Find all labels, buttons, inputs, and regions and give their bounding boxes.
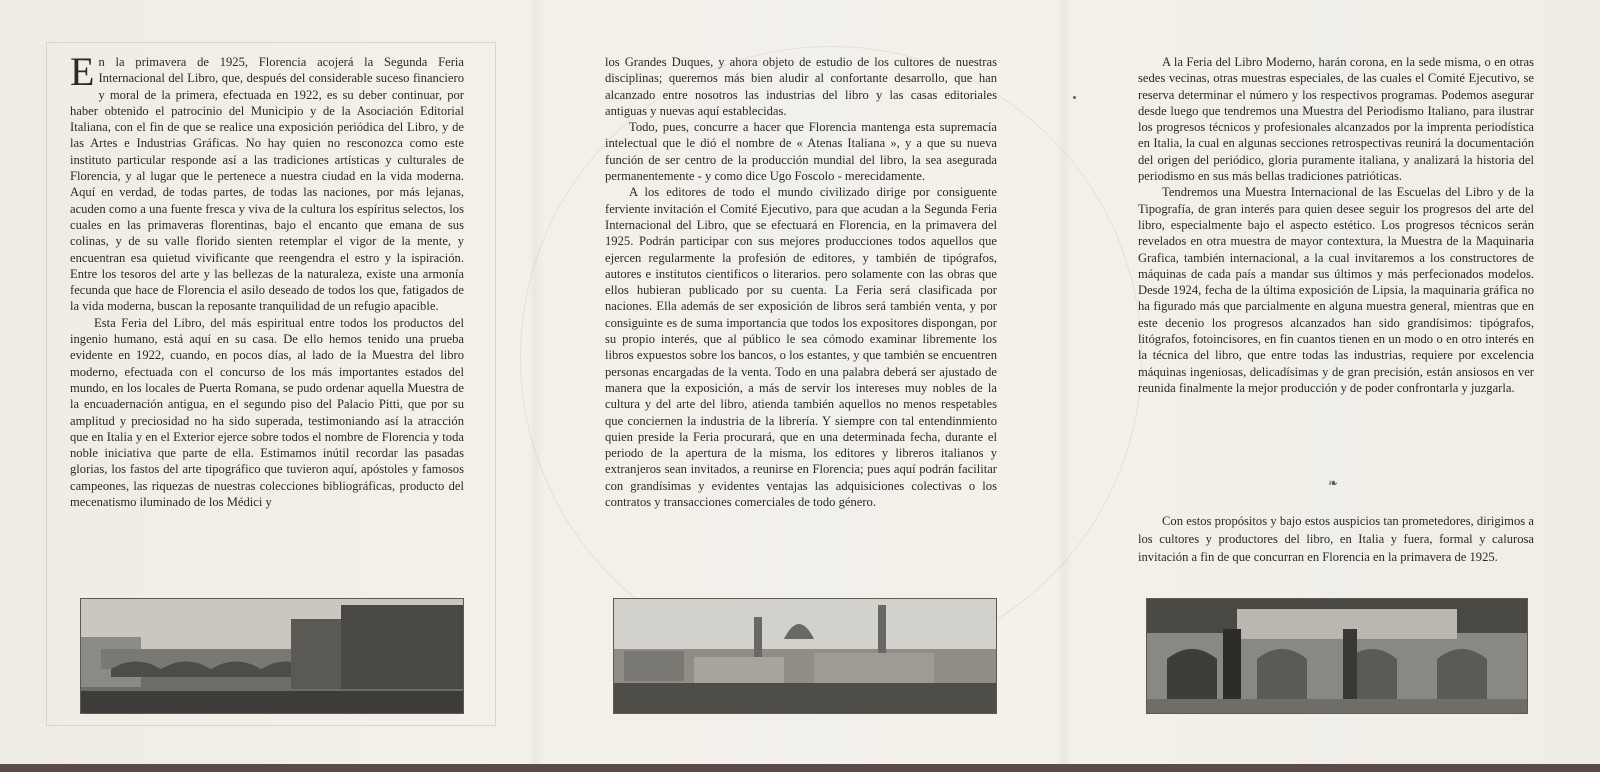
paper-speck xyxy=(1073,96,1076,99)
left-column xyxy=(70,49,464,510)
editors-invitation-paragraph: A los editores de todo el mundo civilizado dirige por consiguente ferviente invitación el Comité Ejecutivo, para que acudan a la Segunda Feria Internacional del Libro, que se efectuará en Florencia, en la primavera del 1925. Podrán participar con sus mejores producciones todos aquellos que ejercen regularmente la profesión de editores, y también de tipógrafos, autores e institutos cientificos o literarios. pero solamente con las obras que ellos hubieran publicado por su cuenta. La Feria será clasificada por naciones. Ella además de ser exposición de libros será también venta, y por consiguinte es de suma importancia que todos los expositores dispongan, por su propio interés, que al público le sea cómodo examinar libremente los libros expuestos sobre los bancos, o los estantes, y que también se encuentren personas encargadas de la venta. Todo en una palabra deberá ser ajustado de manera que la exposición, a más de servir los intereses muy nobles de la cultura y del arte del libro, atienda también aquellos no menos respetables que conciernen la industria de la librería. Y siempre con tal entendinmiento quien preside la Feria procurará, que en una determinada fecha, durante el periodo de la apertura de la misma, los editores y libreros italianos y extranjeros sean invitados, a reunirse en Florencia; pues aquí podrán facilitar con grandísimas y evidentes ventajas las adquisiciones colectivas o los contratos y transacciones comerciales de todo género. xyxy=(605,185,997,510)
cloister-photo xyxy=(1146,598,1528,714)
drop-cap: E xyxy=(70,49,95,94)
schools-machinery-paragraph: Tendremos una Muestra Internacional de las Escuelas del Libro y de la Tipografía, de gran interés para quien desee seguir los progresos del arte del libro, especialmente bajo el aspecto estético. Los progresos técnicos serán revelados en otra muestra de mayor contextura, la Muestra de la Maquinaria Grafica, también internacional, a la cual invitaremos a los constructores de máquinas de cada país a mandar sus últimos y más perfecionados modelos. Desde 1924, fecha de la última exposición de Lipsia, la maquinaria gráfica no ha figurado más que parcialmente en alguna muestra general, mientras que en este decenio los progresos alcanzados han sido grandísimos: tipógrafos, litógrafos, fotoincisores, en fin cuantos tienen en un modo o en otro interés en la técnica del libro, que entre todas las industrias, requiere por excelencia máquinas ingeniosas, delicadísimas y de gran precisión, están ansiosos en ver reunida finalmente la mejor producción y de poder confrontarla y juzgarla. xyxy=(1138,185,1534,395)
special-exhibits-paragraph: A la Feria del Libro Moderno, harán corona, en la sede misma, o en otras sedes vecinas, otras muestras especiales, de las cuales el Comité Ejecutivo, se reserva determinar el número y los respectivos programas. Podemos asegurar desde luego que tendremos una Muestra del Periodismo Italiano, para ilustrar los progresos técnicos y profesionales alcanzados por la imprenta periodística en Italia, la cual en algunas secciones retrospectivas reunirá la documentación del origen del periódico, gloria puramente italiana, y analizará la historia del periodismo en sus más bellas tradiciones patrióticas. xyxy=(1138,55,1534,184)
florence-panorama-photo xyxy=(613,598,997,714)
right-column xyxy=(1138,54,1534,396)
closing-paragraph: Con estos propósitos y bajo estos auspicios tan prometedores, dirigimos a los cultores y productores del libro, en Italia y fuera, formal y calurosa invitación a fin de que concurran en Florencia en la primavera de 1925. xyxy=(1138,514,1534,564)
supremacy-paragraph: Todo, pues, concurre a hacer que Florencia mantenga esta supremacía intelectual que le dió el nombre de « Atenas Italiana », y a que su nueva función de ser centro de la producción mundial del libro, la sea asegurada permanentemente - y como dice Ugo Foscolo - merecidamente. xyxy=(605,120,997,184)
intro-text: n la primavera de 1925, Florencia acojerá la Segunda Feria Internacional del Libro, que, después del considerable suceso financiero y moral de la primera, efectuada en 1922, es su deber continuar, por haber obtenido el patrocinio del Municipio y de la Asociación Editorial Italiana, con el fin de que se realice una exposición periódica del Libro, y de las Artes e Industrias Gráficas. No hay quien no resconozca como este instituto particular responde así a las tradiciones artísticas y culturales de Florencia, y al lugar que le pertenece a nuestra ciudad en la vida moderna. Aquí en verdad, de todas partes, de todas las naciones, por más lejanas, acuden como a una fuente fresca y viva de la cultura los espíritus selectos, los cuales en las primaveras florentinas, bajo el encanto que emana de sus colinas, y de su valle florido sienten retemplar el vigor de la mente, y encuentran esa quietud vivificante que reengendra el estro y la ispiración. Entre los tesoros del arte y las bellezas de la naturaleza, existe una armonía fecunda que hace de Florencia el asilo deseado de todos los que, fatigados de la vida moderna, buscan la reposante tranquilidad de un refugio apacible. xyxy=(70,55,464,314)
fleuron-ornament: ❧ xyxy=(1328,476,1339,490)
feria-paragraph: Esta Feria del Libro, del más espiritual entre todos los productos del ingenio humano, está aquí en su casa. De ello hemos tenido una prueba evidente en 1922, cuando, en pocos días, al lado de la Muestra del libro moderno, efectuada con el concurso de los más importantes estados del mundo, en los locales de Puerta Romana, se pudo ordenar aquella Muestra de la encuadernación antigua, en el segundo piso del Palacio Pitti, que por su amplitud y preciosidad no ha sido superada, testimoniando así la atracción que en Italia y en el Exterior ejerce sobre todos el nombre de Florencia y toda noble iniciativa que parte de ella. Estimamos inútil recordar las pasadas glorias, los fastos del arte tipográfico que tuvieron aquí, apóstoles y famosos campeones, las riquezas de nuestras colecciones bibliográficas, producto del mecenatismo iluminado de los Médici y xyxy=(70,315,464,510)
middle-column xyxy=(605,54,997,510)
grand-dukes-paragraph: los Grandes Duques, y ahora objeto de estudio de los cultores de nuestras disciplinas; queremos más bien aludir al confortante desarrollo, que han alcanzado entre nosotros las industrias del libro y las casas editoriales antiguas y nuevas aquí establecidas. xyxy=(605,55,997,118)
ponte-vecchio-photo xyxy=(80,598,464,714)
intro-paragraph xyxy=(70,49,464,315)
